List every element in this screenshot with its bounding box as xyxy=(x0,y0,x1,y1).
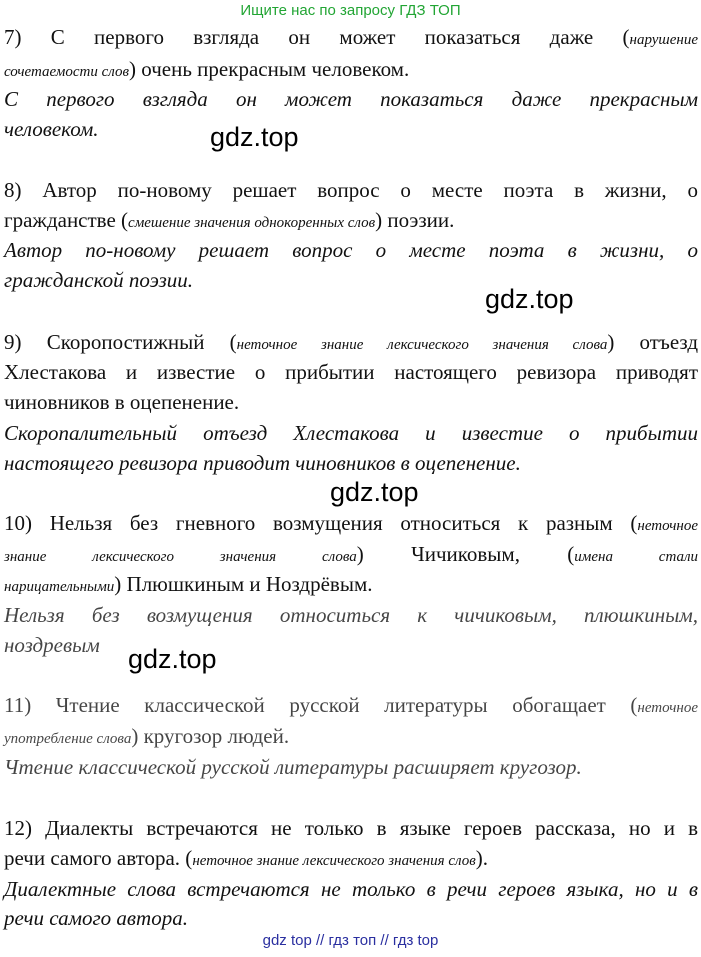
item-9-correction-1: Скоропалительный отъезд Хлестакова и известие о прибытии xyxy=(4,421,698,445)
watermark: gdz.top xyxy=(210,122,299,152)
watermark: gdz.top xyxy=(485,284,574,314)
error-note: смешение значения однокоренных слов xyxy=(128,215,376,231)
item-7-line-1 xyxy=(4,24,698,53)
item-10-correction-2: ноздревым xyxy=(4,633,100,657)
item-11-correction-1: Чтение классической русской литературы расширяет кругозор. xyxy=(4,755,582,779)
item-text: 12) Диалекты встречаются не только в языке героев рассказа, но и в xyxy=(4,816,698,840)
error-note: знание лексического значения слова xyxy=(4,549,357,565)
item-7-correction-2: человеком. xyxy=(4,117,99,141)
item-12-line-1 xyxy=(4,815,698,841)
item-text: ) отъезд xyxy=(607,330,698,354)
error-note: нарушение xyxy=(629,32,698,48)
item-8-line-1 xyxy=(4,177,698,203)
item-12-correction-1: Диалектные слова встречаются не только в речи героев языка, но и в xyxy=(4,877,698,901)
item-10-line-1 xyxy=(4,510,698,539)
error-note: употребление слова xyxy=(4,731,132,747)
item-8-line-2 xyxy=(4,207,698,236)
watermark: gdz.top xyxy=(330,477,419,507)
item-text: 11) Чтение классической русской литературы обогащает ( xyxy=(4,693,638,717)
item-8-correction-1: Автор по-новому решает вопрос о месте поэта в жизни, о xyxy=(4,238,698,262)
item-11-line-2 xyxy=(4,723,698,752)
error-note: имена стали xyxy=(574,549,698,565)
item-text: 7) С первого взгляда он может показаться даже ( xyxy=(4,25,630,49)
item-text: ) поэзии. xyxy=(375,208,455,232)
item-8-correction-2: гражданской поэзии. xyxy=(4,268,194,292)
item-10-line-3 xyxy=(4,571,698,600)
item-text: гражданстве ( xyxy=(4,208,129,232)
item-text: ) очень прекрасным человеком. xyxy=(129,57,410,81)
item-9-correction-2: настоящего ревизора приводит чиновников в оцепенение. xyxy=(4,451,521,475)
error-note: неточное знание лексического значения слов xyxy=(192,853,476,869)
item-text: ) кругозор людей. xyxy=(131,724,290,748)
error-note: неточное xyxy=(637,700,698,716)
item-7-correction-1: С первого взгляда он может показаться даже прекрасным xyxy=(4,87,698,111)
item-text: речи самого автора. ( xyxy=(4,846,193,870)
item-text: 8) Автор по-новому решает вопрос о месте поэта в жизни, о xyxy=(4,178,698,202)
error-note: нарицательными xyxy=(4,579,115,595)
item-10-correction-1: Нельзя без возмущения относиться к чичиковым, плюшкиным, xyxy=(4,603,698,627)
error-note: неточное xyxy=(637,518,698,534)
item-text: ) Чичиковым, ( xyxy=(356,542,575,566)
error-note: неточное знание лексического значения слова xyxy=(236,337,608,353)
item-9-line-2: Хлестакова и известие о прибытии настоящего ревизора приводят xyxy=(4,360,698,384)
item-text: ). xyxy=(475,846,489,870)
item-10-line-2 xyxy=(4,541,698,570)
item-12-correction-2: речи самого автора. xyxy=(4,906,188,930)
error-note: сочетаемости слов xyxy=(4,64,130,80)
item-9-line-3: чиновников в оцепенение. xyxy=(4,390,240,414)
item-7-line-2 xyxy=(4,56,698,85)
item-12-line-2 xyxy=(4,845,698,874)
item-text: 9) Скоропостижный ( xyxy=(4,330,237,354)
watermark: gdz.top xyxy=(128,644,217,674)
item-9-line-1 xyxy=(4,329,698,358)
header-banner: Ищите нас по запросу ГДЗ ТОП xyxy=(240,2,461,19)
item-text: 10) Нельзя без гневного возмущения относиться к разным ( xyxy=(4,511,638,535)
footer-banner: gdz top // гдз топ // гдз top xyxy=(262,932,439,949)
item-11-line-1 xyxy=(4,692,698,721)
item-text: ) Плюшкиным и Ноздрёвым. xyxy=(114,572,373,596)
